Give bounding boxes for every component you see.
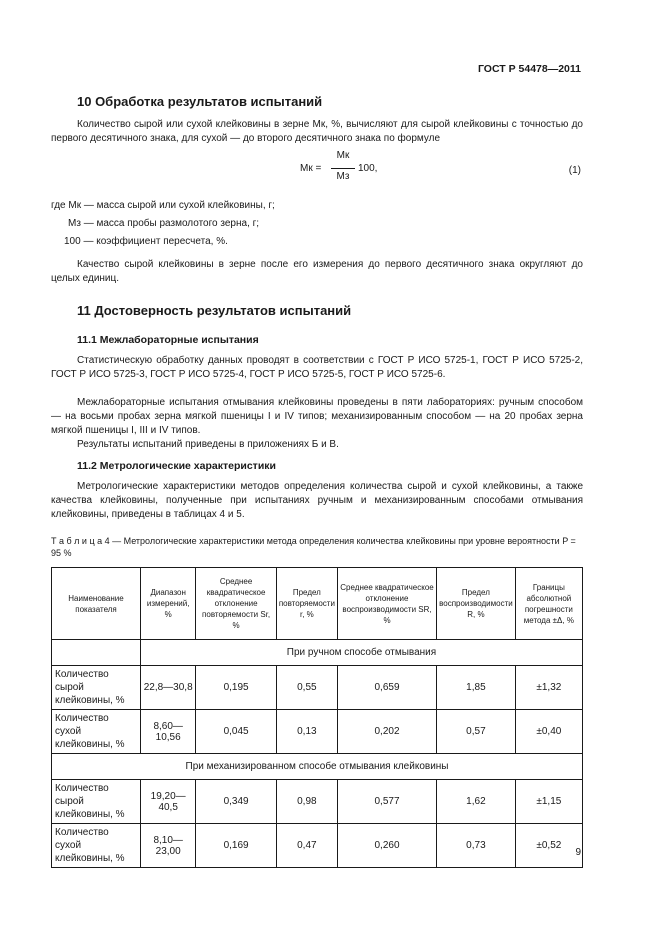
table-cell: 19,20—40,5: [140, 780, 195, 824]
table-cell: 0,73: [437, 824, 516, 868]
section-11-title: 11 Достоверность результатов испытаний: [77, 303, 352, 318]
table-cell: 0,57: [437, 710, 516, 754]
page-number: 9: [575, 847, 581, 858]
table-4: [51, 567, 583, 868]
table-cell: 0,349: [196, 780, 276, 824]
row-label: Количество сухой клейковины, %: [52, 710, 141, 754]
table-cell: 22,8—30,8: [140, 666, 195, 710]
column-header: Диапазон измерений, %: [140, 568, 195, 640]
where-item-2: [68, 218, 259, 229]
formula-numerator: Mк: [336, 150, 350, 161]
table-cell: 1,85: [437, 666, 516, 710]
where-symbol: 100 —: [64, 236, 94, 247]
table-cell: 0,55: [276, 666, 337, 710]
table-cell: 0,169: [196, 824, 276, 868]
table-cell: 8,60—10,56: [140, 710, 195, 754]
equation-number: (1): [568, 165, 581, 176]
subsection-11-1-paragraph-2: Межлабораторные испытания отмывания клейковины проведены в пяти лабораториях: ручным способом — на восьми пробах зерна мягкой пшеницы I и IV типов; механизированным способом — на 20 пробах зерна мягкой пшеницы I, III и IV типов.: [51, 397, 583, 436]
where-symbol: где Mк —: [51, 200, 94, 211]
where-symbol: Mз —: [68, 218, 94, 229]
column-header: Среднее квадратическое отклонение повторяемости Sr, %: [196, 568, 276, 640]
table-cell: 0,577: [337, 780, 436, 824]
table-cell: ±0,52: [515, 824, 582, 868]
table-cell: 0,47: [276, 824, 337, 868]
column-header: Наименование показателя: [52, 568, 141, 640]
column-header: Предел воспроизводимости R, %: [437, 568, 516, 640]
row-label: Количество сухой клейковины, %: [52, 824, 141, 868]
row-label: Количество сырой клейковины, %: [52, 780, 141, 824]
table-cell: ±0,40: [515, 710, 582, 754]
table-header-row: [52, 568, 583, 640]
table-cell: 0,13: [276, 710, 337, 754]
table-section-row: [52, 640, 583, 666]
table-section-row: [52, 754, 583, 780]
section-10-title: 10 Обработка результатов испытаний: [77, 94, 323, 109]
table-row: [52, 780, 583, 824]
table-cell: 0,195: [196, 666, 276, 710]
section-label-mechanized: При механизированном способе отмывания клейковины: [52, 754, 583, 780]
section-10-paragraph-1: Количество сырой или сухой клейковины в зерне Mк, %, вычисляют для сырой клейковины с точностью до первого десятичного знака, для сухой — до второго десятичного знака по формуле: [51, 119, 583, 144]
subsection-11-1-title: 11.1 Межлабораторные испытания: [77, 334, 259, 346]
subsection-11-1-paragraph-3: Результаты испытаний приведены в приложениях Б и В.: [77, 439, 339, 450]
formula-1: [300, 146, 420, 192]
table-cell: 8,10—23,00: [140, 824, 195, 868]
table-cell: ±1,15: [515, 780, 582, 824]
subsection-11-2-paragraph-1: Метрологические характеристики методов определения количества сырой и сухой клейковины, а также качества клейковины, полученные при испытаниях ручным и механизированным способами отмывания клейковины, приведены в таблицах 4 и 5.: [51, 481, 583, 520]
table-cell: 0,260: [337, 824, 436, 868]
column-header: Предел повторяемости r, %: [276, 568, 337, 640]
table-row: [52, 824, 583, 868]
row-label: Количество сырой клейковины, %: [52, 666, 141, 710]
subsection-11-1-paragraph-1: Статистическую обработку данных проводят в соответствии с ГОСТ Р ИСО 5725-1, ГОСТ Р ИСО 5725-2, ГОСТ Р ИСО 5725-3, ГОСТ Р ИСО 5725-4, ГОСТ Р ИСО 5725-5, ГОСТ Р ИСО 5725-6.: [51, 355, 583, 380]
section-label-manual: При ручном способе отмывания: [140, 640, 582, 666]
table-cell: 0,98: [276, 780, 337, 824]
table-4-caption: Т а б л и ц а 4 — Метрологические характеристики метода определения количества клейковины при уровне вероятности P = 95 %: [51, 536, 576, 558]
table-row: [52, 710, 583, 754]
column-header: Среднее квадратическое отклонение воспроизводимости SR, %: [337, 568, 436, 640]
subsection-11-2-title: 11.2 Метрологические характеристики: [77, 460, 276, 472]
table-cell: ±1,32: [515, 666, 582, 710]
formula-lhs: Mк =: [300, 163, 322, 174]
formula-multiplier: 100,: [358, 163, 378, 174]
table-cell: 0,202: [337, 710, 436, 754]
formula-denominator: Mз: [336, 171, 350, 182]
fraction-bar: [331, 168, 355, 169]
section-10-paragraph-2: Качество сырой клейковины в зерне после его измерения до первого десятичного знака округляют до целых единиц.: [51, 259, 583, 284]
table-cell: 0,045: [196, 710, 276, 754]
column-header: Границы абсолютной погрешности метода ±Δ, %: [515, 568, 582, 640]
where-item-3: [64, 236, 228, 247]
table-row: [52, 666, 583, 710]
where-text: масса сырой или сухой клейковины, г;: [96, 200, 275, 211]
document-code: ГОСТ Р 54478—2011: [477, 63, 581, 75]
where-text: коэффициент пересчета, %.: [96, 236, 228, 247]
table-cell: 1,62: [437, 780, 516, 824]
where-item-1: [51, 200, 275, 211]
where-text: масса пробы размолотого зерна, г;: [96, 218, 260, 229]
table-cell: 0,659: [337, 666, 436, 710]
